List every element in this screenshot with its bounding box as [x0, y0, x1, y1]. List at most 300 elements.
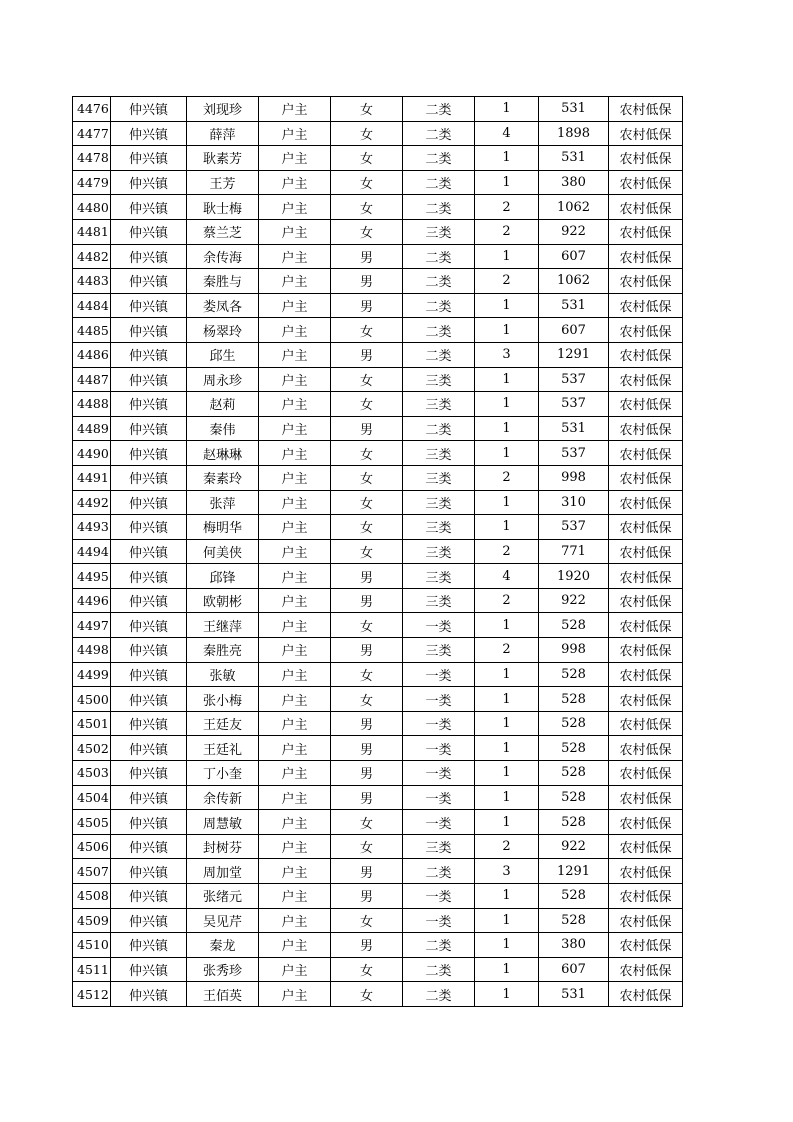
household-size-cell: 1: [475, 908, 539, 933]
assistance-type-cell: 农村低保: [609, 834, 683, 859]
table-row: [73, 121, 683, 146]
record-number-cell: 4492: [73, 490, 111, 515]
township-cell: 仲兴镇: [111, 859, 187, 884]
amount-cell: 537: [539, 367, 609, 392]
record-number-cell: 4507: [73, 859, 111, 884]
record-number-cell: 4508: [73, 884, 111, 909]
name-cell: 梅明华: [187, 515, 259, 540]
category-cell: 二类: [403, 244, 475, 269]
township-cell: 仲兴镇: [111, 761, 187, 786]
township-cell: 仲兴镇: [111, 884, 187, 909]
assistance-type-cell: 农村低保: [609, 564, 683, 589]
record-number-cell: 4476: [73, 97, 111, 122]
assistance-type-cell: 农村低保: [609, 293, 683, 318]
relation-cell: 户主: [259, 638, 331, 663]
category-cell: 二类: [403, 318, 475, 343]
assistance-type-cell: 农村低保: [609, 588, 683, 613]
household-size-cell: 1: [475, 957, 539, 982]
amount-cell: 998: [539, 638, 609, 663]
household-size-cell: 2: [475, 195, 539, 220]
gender-cell: 男: [331, 638, 403, 663]
record-number-cell: 4500: [73, 687, 111, 712]
township-cell: 仲兴镇: [111, 736, 187, 761]
record-number-cell: 4502: [73, 736, 111, 761]
name-cell: 耿士梅: [187, 195, 259, 220]
amount-cell: 998: [539, 465, 609, 490]
township-cell: 仲兴镇: [111, 293, 187, 318]
name-cell: 秦胜亮: [187, 638, 259, 663]
table-row: [73, 785, 683, 810]
township-cell: 仲兴镇: [111, 121, 187, 146]
household-size-cell: 1: [475, 810, 539, 835]
township-cell: 仲兴镇: [111, 908, 187, 933]
amount-cell: 528: [539, 736, 609, 761]
gender-cell: 女: [331, 662, 403, 687]
household-size-cell: 1: [475, 662, 539, 687]
name-cell: 张萍: [187, 490, 259, 515]
relation-cell: 户主: [259, 884, 331, 909]
category-cell: 二类: [403, 957, 475, 982]
amount-cell: 1291: [539, 859, 609, 884]
household-size-cell: 3: [475, 342, 539, 367]
relation-cell: 户主: [259, 761, 331, 786]
relation-cell: 户主: [259, 933, 331, 958]
assistance-type-cell: 农村低保: [609, 810, 683, 835]
amount-cell: 537: [539, 392, 609, 417]
name-cell: 周加堂: [187, 859, 259, 884]
table-row: [73, 219, 683, 244]
relation-cell: 户主: [259, 957, 331, 982]
township-cell: 仲兴镇: [111, 933, 187, 958]
record-number-cell: 4478: [73, 146, 111, 171]
gender-cell: 男: [331, 293, 403, 318]
table-row: [73, 761, 683, 786]
category-cell: 一类: [403, 687, 475, 712]
relation-cell: 户主: [259, 687, 331, 712]
relation-cell: 户主: [259, 318, 331, 343]
name-cell: 张秀珍: [187, 957, 259, 982]
table-row: [73, 834, 683, 859]
table-row: [73, 687, 683, 712]
township-cell: 仲兴镇: [111, 342, 187, 367]
assistance-type-cell: 农村低保: [609, 515, 683, 540]
township-cell: 仲兴镇: [111, 711, 187, 736]
township-cell: 仲兴镇: [111, 392, 187, 417]
amount-cell: 531: [539, 982, 609, 1007]
household-size-cell: 1: [475, 170, 539, 195]
table-row: [73, 170, 683, 195]
name-cell: 王佰英: [187, 982, 259, 1007]
gender-cell: 女: [331, 465, 403, 490]
household-size-cell: 2: [475, 269, 539, 294]
table-row: [73, 416, 683, 441]
name-cell: 吴见芹: [187, 908, 259, 933]
household-size-cell: 1: [475, 613, 539, 638]
record-number-cell: 4511: [73, 957, 111, 982]
amount-cell: 528: [539, 662, 609, 687]
name-cell: 张绪元: [187, 884, 259, 909]
relation-cell: 户主: [259, 219, 331, 244]
category-cell: 二类: [403, 195, 475, 220]
category-cell: 三类: [403, 515, 475, 540]
name-cell: 何美侠: [187, 539, 259, 564]
amount-cell: 528: [539, 711, 609, 736]
record-number-cell: 4496: [73, 588, 111, 613]
record-number-cell: 4487: [73, 367, 111, 392]
township-cell: 仲兴镇: [111, 269, 187, 294]
name-cell: 周永珍: [187, 367, 259, 392]
table-row: [73, 465, 683, 490]
township-cell: 仲兴镇: [111, 957, 187, 982]
assistance-type-cell: 农村低保: [609, 121, 683, 146]
name-cell: 刘现珍: [187, 97, 259, 122]
household-size-cell: 2: [475, 588, 539, 613]
assistance-type-cell: 农村低保: [609, 219, 683, 244]
amount-cell: 922: [539, 219, 609, 244]
household-size-cell: 2: [475, 834, 539, 859]
assistance-type-cell: 农村低保: [609, 392, 683, 417]
household-size-cell: 1: [475, 515, 539, 540]
table-row: [73, 908, 683, 933]
gender-cell: 男: [331, 761, 403, 786]
assistance-type-cell: 农村低保: [609, 146, 683, 171]
assistance-type-cell: 农村低保: [609, 490, 683, 515]
household-size-cell: 1: [475, 687, 539, 712]
gender-cell: 女: [331, 957, 403, 982]
gender-cell: 男: [331, 933, 403, 958]
table-row: [73, 884, 683, 909]
gender-cell: 女: [331, 982, 403, 1007]
name-cell: 王廷友: [187, 711, 259, 736]
record-number-cell: 4486: [73, 342, 111, 367]
gender-cell: 女: [331, 834, 403, 859]
assistance-type-cell: 农村低保: [609, 638, 683, 663]
relation-cell: 户主: [259, 293, 331, 318]
table-row: [73, 638, 683, 663]
household-size-cell: 1: [475, 244, 539, 269]
name-cell: 邱生: [187, 342, 259, 367]
household-size-cell: 1: [475, 293, 539, 318]
assistance-type-cell: 农村低保: [609, 884, 683, 909]
category-cell: 二类: [403, 97, 475, 122]
assistance-type-cell: 农村低保: [609, 736, 683, 761]
gender-cell: 女: [331, 97, 403, 122]
category-cell: 一类: [403, 884, 475, 909]
record-number-cell: 4498: [73, 638, 111, 663]
relation-cell: 户主: [259, 465, 331, 490]
relation-cell: 户主: [259, 736, 331, 761]
amount-cell: 528: [539, 785, 609, 810]
gender-cell: 女: [331, 318, 403, 343]
household-size-cell: 1: [475, 761, 539, 786]
category-cell: 二类: [403, 982, 475, 1007]
table-row: [73, 539, 683, 564]
table-row: [73, 146, 683, 171]
amount-cell: 531: [539, 97, 609, 122]
household-size-cell: 1: [475, 367, 539, 392]
record-number-cell: 4481: [73, 219, 111, 244]
township-cell: 仲兴镇: [111, 367, 187, 392]
township-cell: 仲兴镇: [111, 195, 187, 220]
table-row: [73, 318, 683, 343]
gender-cell: 男: [331, 884, 403, 909]
township-cell: 仲兴镇: [111, 515, 187, 540]
assistance-type-cell: 农村低保: [609, 416, 683, 441]
amount-cell: 531: [539, 146, 609, 171]
relation-cell: 户主: [259, 342, 331, 367]
amount-cell: 1062: [539, 269, 609, 294]
household-size-cell: 2: [475, 219, 539, 244]
category-cell: 一类: [403, 761, 475, 786]
amount-cell: 1920: [539, 564, 609, 589]
township-cell: 仲兴镇: [111, 662, 187, 687]
assistance-type-cell: 农村低保: [609, 170, 683, 195]
gender-cell: 男: [331, 859, 403, 884]
assistance-type-cell: 农村低保: [609, 269, 683, 294]
gender-cell: 男: [331, 244, 403, 269]
household-size-cell: 1: [475, 392, 539, 417]
township-cell: 仲兴镇: [111, 810, 187, 835]
record-number-cell: 4489: [73, 416, 111, 441]
relation-cell: 户主: [259, 810, 331, 835]
amount-cell: 607: [539, 318, 609, 343]
name-cell: 薛萍: [187, 121, 259, 146]
gender-cell: 女: [331, 121, 403, 146]
township-cell: 仲兴镇: [111, 219, 187, 244]
gender-cell: 女: [331, 810, 403, 835]
table-row: [73, 195, 683, 220]
table-row: [73, 662, 683, 687]
category-cell: 二类: [403, 269, 475, 294]
table-row: [73, 957, 683, 982]
gender-cell: 女: [331, 170, 403, 195]
gender-cell: 男: [331, 564, 403, 589]
gender-cell: 女: [331, 613, 403, 638]
assistance-type-cell: 农村低保: [609, 318, 683, 343]
gender-cell: 女: [331, 367, 403, 392]
category-cell: 三类: [403, 465, 475, 490]
amount-cell: 1291: [539, 342, 609, 367]
table-row: [73, 244, 683, 269]
category-cell: 三类: [403, 564, 475, 589]
table-row: [73, 342, 683, 367]
relation-cell: 户主: [259, 539, 331, 564]
gender-cell: 女: [331, 441, 403, 466]
relation-cell: 户主: [259, 785, 331, 810]
record-number-cell: 4501: [73, 711, 111, 736]
relation-cell: 户主: [259, 662, 331, 687]
name-cell: 邱锋: [187, 564, 259, 589]
amount-cell: 531: [539, 293, 609, 318]
table-row: [73, 269, 683, 294]
household-size-cell: 4: [475, 121, 539, 146]
table-row: [73, 588, 683, 613]
gender-cell: 男: [331, 416, 403, 441]
record-number-cell: 4479: [73, 170, 111, 195]
name-cell: 丁小奎: [187, 761, 259, 786]
household-size-cell: 1: [475, 736, 539, 761]
relation-cell: 户主: [259, 564, 331, 589]
relation-cell: 户主: [259, 859, 331, 884]
relation-cell: 户主: [259, 711, 331, 736]
name-cell: 张敏: [187, 662, 259, 687]
record-number-cell: 4497: [73, 613, 111, 638]
gender-cell: 男: [331, 736, 403, 761]
category-cell: 三类: [403, 588, 475, 613]
township-cell: 仲兴镇: [111, 638, 187, 663]
table-row: [73, 293, 683, 318]
record-number-cell: 4483: [73, 269, 111, 294]
category-cell: 二类: [403, 170, 475, 195]
record-number-cell: 4495: [73, 564, 111, 589]
record-number-cell: 4485: [73, 318, 111, 343]
relation-cell: 户主: [259, 834, 331, 859]
category-cell: 一类: [403, 662, 475, 687]
household-size-cell: 1: [475, 318, 539, 343]
township-cell: 仲兴镇: [111, 146, 187, 171]
relation-cell: 户主: [259, 515, 331, 540]
township-cell: 仲兴镇: [111, 588, 187, 613]
assistance-type-cell: 农村低保: [609, 539, 683, 564]
assistance-type-cell: 农村低保: [609, 195, 683, 220]
relation-cell: 户主: [259, 146, 331, 171]
gender-cell: 女: [331, 490, 403, 515]
table-row: [73, 736, 683, 761]
category-cell: 一类: [403, 785, 475, 810]
category-cell: 三类: [403, 367, 475, 392]
table-row: [73, 859, 683, 884]
township-cell: 仲兴镇: [111, 170, 187, 195]
amount-cell: 528: [539, 687, 609, 712]
name-cell: 秦龙: [187, 933, 259, 958]
category-cell: 二类: [403, 121, 475, 146]
amount-cell: 1062: [539, 195, 609, 220]
assistance-type-cell: 农村低保: [609, 662, 683, 687]
township-cell: 仲兴镇: [111, 465, 187, 490]
township-cell: 仲兴镇: [111, 785, 187, 810]
assistance-type-cell: 农村低保: [609, 342, 683, 367]
name-cell: 杨翠玲: [187, 318, 259, 343]
township-cell: 仲兴镇: [111, 318, 187, 343]
gender-cell: 女: [331, 392, 403, 417]
relation-cell: 户主: [259, 392, 331, 417]
record-number-cell: 4480: [73, 195, 111, 220]
name-cell: 封树芬: [187, 834, 259, 859]
gender-cell: 女: [331, 687, 403, 712]
category-cell: 三类: [403, 219, 475, 244]
relation-cell: 户主: [259, 121, 331, 146]
gender-cell: 男: [331, 711, 403, 736]
township-cell: 仲兴镇: [111, 834, 187, 859]
assistance-type-cell: 农村低保: [609, 244, 683, 269]
relation-cell: 户主: [259, 244, 331, 269]
name-cell: 蔡兰芝: [187, 219, 259, 244]
township-cell: 仲兴镇: [111, 244, 187, 269]
relation-cell: 户主: [259, 613, 331, 638]
record-number-cell: 4482: [73, 244, 111, 269]
household-size-cell: 4: [475, 564, 539, 589]
category-cell: 一类: [403, 736, 475, 761]
category-cell: 三类: [403, 638, 475, 663]
record-number-cell: 4512: [73, 982, 111, 1007]
household-size-cell: 1: [475, 490, 539, 515]
relation-cell: 户主: [259, 416, 331, 441]
relation-cell: 户主: [259, 908, 331, 933]
household-size-cell: 1: [475, 97, 539, 122]
record-number-cell: 4484: [73, 293, 111, 318]
amount-cell: 771: [539, 539, 609, 564]
household-size-cell: 2: [475, 465, 539, 490]
amount-cell: 528: [539, 908, 609, 933]
household-size-cell: 2: [475, 539, 539, 564]
township-cell: 仲兴镇: [111, 441, 187, 466]
record-number-cell: 4490: [73, 441, 111, 466]
household-size-cell: 1: [475, 785, 539, 810]
amount-cell: 528: [539, 810, 609, 835]
table-row: [73, 367, 683, 392]
township-cell: 仲兴镇: [111, 613, 187, 638]
name-cell: 余传海: [187, 244, 259, 269]
name-cell: 赵莉: [187, 392, 259, 417]
relation-cell: 户主: [259, 490, 331, 515]
relation-cell: 户主: [259, 97, 331, 122]
gender-cell: 男: [331, 785, 403, 810]
gender-cell: 女: [331, 515, 403, 540]
table-row: [73, 392, 683, 417]
category-cell: 二类: [403, 293, 475, 318]
record-number-cell: 4510: [73, 933, 111, 958]
record-number-cell: 4509: [73, 908, 111, 933]
table-row: [73, 810, 683, 835]
category-cell: 二类: [403, 859, 475, 884]
name-cell: 周慧敏: [187, 810, 259, 835]
category-cell: 三类: [403, 490, 475, 515]
household-size-cell: 1: [475, 441, 539, 466]
record-number-cell: 4504: [73, 785, 111, 810]
household-size-cell: 1: [475, 933, 539, 958]
assistance-type-cell: 农村低保: [609, 785, 683, 810]
amount-cell: 310: [539, 490, 609, 515]
assistance-type-cell: 农村低保: [609, 957, 683, 982]
amount-cell: 537: [539, 515, 609, 540]
relation-cell: 户主: [259, 441, 331, 466]
record-number-cell: 4506: [73, 834, 111, 859]
name-cell: 王继萍: [187, 613, 259, 638]
table-row: [73, 933, 683, 958]
gender-cell: 男: [331, 269, 403, 294]
table-body: [73, 97, 683, 1007]
category-cell: 三类: [403, 441, 475, 466]
gender-cell: 女: [331, 908, 403, 933]
table-row: [73, 97, 683, 122]
assistance-type-cell: 农村低保: [609, 711, 683, 736]
category-cell: 一类: [403, 908, 475, 933]
name-cell: 欧朝彬: [187, 588, 259, 613]
amount-cell: 922: [539, 588, 609, 613]
relation-cell: 户主: [259, 269, 331, 294]
assistance-type-cell: 农村低保: [609, 367, 683, 392]
amount-cell: 528: [539, 884, 609, 909]
table-row: [73, 564, 683, 589]
name-cell: 赵琳琳: [187, 441, 259, 466]
gender-cell: 男: [331, 588, 403, 613]
gender-cell: 女: [331, 219, 403, 244]
amount-cell: 537: [539, 441, 609, 466]
relief-roster-table: [72, 96, 683, 1007]
table-row: [73, 515, 683, 540]
name-cell: 娄凤各: [187, 293, 259, 318]
table-row: [73, 711, 683, 736]
